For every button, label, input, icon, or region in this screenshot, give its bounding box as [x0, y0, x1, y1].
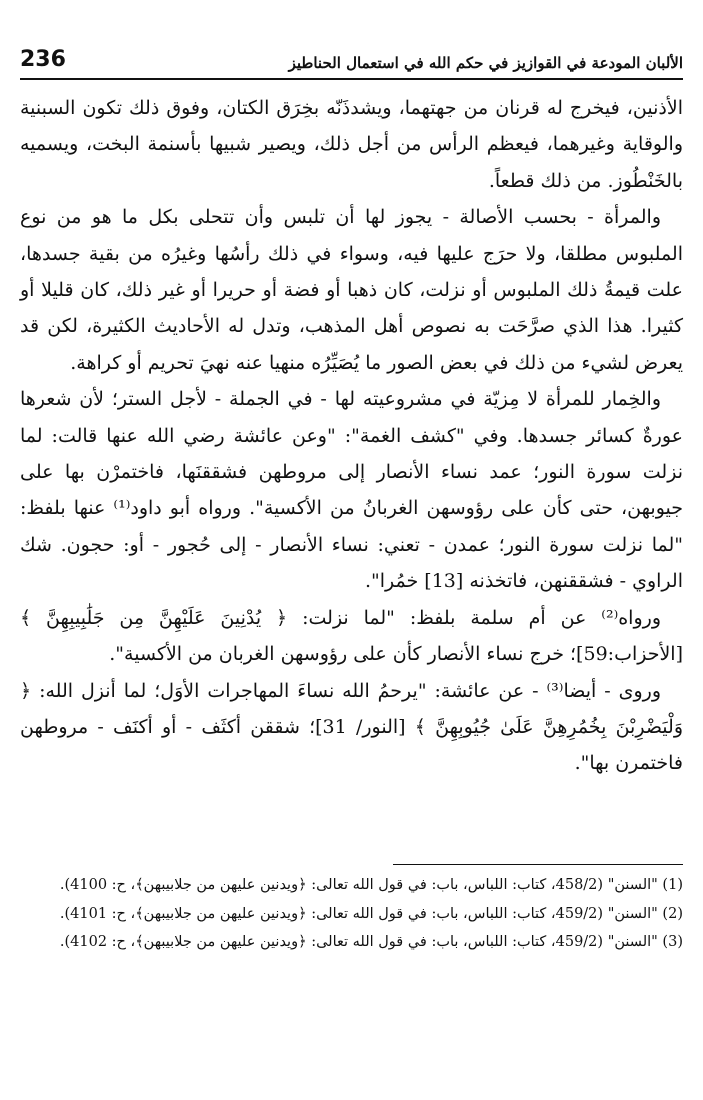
footnotes	[20, 872, 683, 957]
paragraph: الأذنين، فيخرج له قرنان من جهتهما، ويشدذَنّه بخِرَق الكتان، وفوق ذلك تكون السبنية والوقاية وغيرهما، فيعظم الرأس من أجل ذلك، ويصير شبيها بأسنمة البخت، ويسميه بالخَنْطُوز. من ذلك قطعاً.	[20, 97, 683, 192]
footnote: (3) "السنن" (459/2، كتاب: اللباس، باب: في قول الله تعالى: ﴿ويدنين عليهن من جلابيبهن﴾، ح: 4102).	[59, 934, 683, 950]
page-header	[20, 30, 683, 80]
paragraph: ورواه⁽²⁾ عن أم سلمة بلفظ: "لما نزلت: ﴿ يُدْنِينَ عَلَيْهِنَّ مِن جَلَٰبِيبِهِنَّ ﴾ [الأحزاب:59]؛ خرج نساء الأنصار كأن على رؤوسهن الغربان من الأكسية".	[20, 606, 683, 666]
running-title: الألبان المودعة في القوازيز في حكم الله في استعمال الحناطيز	[288, 54, 683, 72]
paragraph: والخِمار للمرأة لا مِزيّة في مشروعيته لها - في الجملة - لأجل الستر؛ لأن شعرها عورةٌ كسائر جسدها. وفي "كشف الغمة": "وعن عائشة رضي الله عنها قالت: لما نزلت سورة النور؛ عمد نساء الأنصار إلى مروطهن فشققنَها، فاختمرْن بها على جيوبهن، حتى كأن على رؤوسهن الغربانُ من الأكسية". ورواه أبو داود⁽¹⁾ عنها بلفظ: "لما نزلت سورة النور؛ عمدن - تعني: نساء الأنصار - إلى حُجور - أو: حجون. شك الراوي - فشققنهن، فاتخذنه [13] خمُرا".	[20, 388, 683, 593]
footnote-divider	[393, 864, 683, 865]
footnote: (1) "السنن" (458/2، كتاب: اللباس، باب: في قول الله تعالى: ﴿ويدنين عليهن من جلابيبهن﴾، ح: 4100).	[59, 877, 683, 893]
paragraph: والمرأة - بحسب الأصالة - يجوز لها أن تلبس وأن تتحلى بكل ما هو من نوع الملبوس مطلقا، ولا حرَج عليها فيه، وسواء في ذلك رأسُها وغيرُه من بقية جسدها، علت قيمةُ ذلك الملبوس أو نزلت، كان ذهبا أو فضة أو حريرا أو غير ذلك، كان قليلا أو كثيرا. هذا الذي صرَّحَت به نصوص أهل المذهب، وتدل له الأحاديث الكثيرة، لكن قد يعرض لشيء من ذلك في بعض الصور ما يُصَيِّرُه منهيا عنه نهيَ تحريم أو كراهة.	[20, 206, 683, 374]
paragraph: وروى - أيضا⁽³⁾ - عن عائشة: "يرحمُ الله نساءَ المهاجرات الأوَل؛ لما أنزل الله: ﴿ وَلْيَضْرِبْنَ بِخُمُرِهِنَّ عَلَىٰ جُيُوبِهِنَّ ﴾ [النور/ 31]؛ شققن أكثَف - أو أكنَف - مروطهن فاختمرن بها".	[20, 679, 683, 775]
page-number: 236	[20, 47, 66, 72]
main-text	[20, 90, 683, 782]
footnote: (2) "السنن" (459/2، كتاب: اللباس، باب: في قول الله تعالى: ﴿ويدنين عليهن من جلابيبهن﴾، ح: 4101).	[59, 905, 683, 922]
